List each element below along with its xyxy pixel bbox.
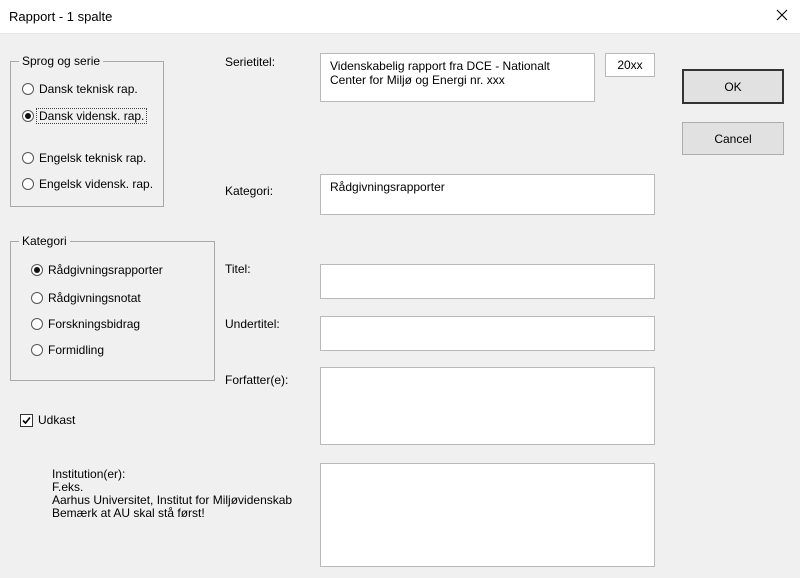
radio-raadgivningsnotat-indicator — [31, 292, 43, 304]
serietitel-label: Serietitel: — [225, 55, 276, 69]
radio-engelsk-teknisk[interactable] — [22, 151, 146, 165]
radio-engelsk-teknisk-label: Engelsk teknisk rap. — [39, 151, 147, 165]
radio-engelsk-teknisk-indicator — [22, 152, 34, 164]
radio-raadgivningsrapporter-label: Rådgivningsrapporter — [48, 263, 163, 277]
titel-field[interactable] — [320, 264, 655, 299]
kategori-field[interactable]: Rådgivningsrapporter — [320, 174, 655, 215]
institution-hint-line3: Aarhus Universitet, Institut for Miljøvidenskab — [52, 493, 293, 507]
radio-forskningsbidrag[interactable] — [31, 317, 140, 331]
institution-hint — [52, 468, 292, 520]
ok-button[interactable] — [682, 69, 784, 104]
cancel-button[interactable] — [682, 122, 784, 155]
radio-engelsk-vidensk[interactable] — [22, 177, 153, 191]
radio-engelsk-vidensk-indicator — [22, 178, 34, 190]
checkbox-indicator — [20, 414, 33, 427]
kategori-legend: Kategori — [19, 234, 70, 248]
udkast-label: Udkast — [38, 413, 76, 427]
close-button[interactable] — [768, 4, 796, 28]
radio-raadgivningsnotat[interactable] — [31, 291, 141, 305]
radio-forskningsbidrag-label: Forskningsbidrag — [48, 317, 141, 331]
radio-dansk-teknisk-label: Dansk teknisk rap. — [39, 82, 138, 96]
udkast-checkbox[interactable] — [20, 413, 75, 427]
radio-dansk-vidensk[interactable] — [22, 108, 147, 124]
ok-button-label: OK — [724, 79, 742, 94]
cancel-button-label: Cancel — [714, 131, 752, 146]
radio-raadgivningsnotat-label: Rådgivningsnotat — [48, 291, 141, 305]
radio-formidling-indicator — [31, 344, 43, 356]
radio-dansk-teknisk-indicator — [22, 83, 34, 95]
kategori-group — [10, 241, 215, 381]
radio-formidling[interactable] — [31, 343, 104, 357]
kategori-label: Kategori: — [225, 184, 274, 198]
institution-hint-line4: Bemærk at AU skal stå først! — [52, 506, 205, 520]
checkmark-icon — [21, 415, 32, 426]
radio-dansk-vidensk-indicator — [22, 110, 34, 122]
year-field[interactable]: 20xx — [605, 53, 655, 77]
forfatter-field[interactable] — [320, 367, 655, 445]
institution-hint-line2: F.eks. — [52, 480, 84, 494]
undertitel-label: Undertitel: — [225, 317, 280, 331]
radio-formidling-label: Formidling — [48, 343, 105, 357]
radio-engelsk-vidensk-label: Engelsk vidensk. rap. — [39, 177, 154, 191]
undertitel-field[interactable] — [320, 316, 655, 351]
close-icon — [776, 9, 788, 24]
radio-forskningsbidrag-indicator — [31, 318, 43, 330]
title-bar — [0, 0, 800, 34]
forfatter-label: Forfatter(e): — [225, 373, 289, 387]
titel-label: Titel: — [225, 262, 251, 276]
window-title: Rapport - 1 spalte — [9, 9, 113, 24]
radio-dansk-teknisk[interactable] — [22, 82, 138, 96]
serietitel-field[interactable]: Videnskabelig rapport fra DCE - Nationalt Center for Miljø og Energi nr. xxx — [320, 53, 595, 102]
radio-raadgivningsrapporter[interactable] — [31, 263, 163, 277]
radio-dansk-vidensk-label: Dansk vidensk. rap. — [36, 108, 147, 124]
radio-raadgivningsrapporter-indicator — [31, 264, 43, 276]
sprog-serie-legend: Sprog og serie — [19, 54, 103, 68]
institution-hint-line1: Institution(er): — [52, 467, 126, 481]
institution-field[interactable] — [320, 463, 655, 567]
